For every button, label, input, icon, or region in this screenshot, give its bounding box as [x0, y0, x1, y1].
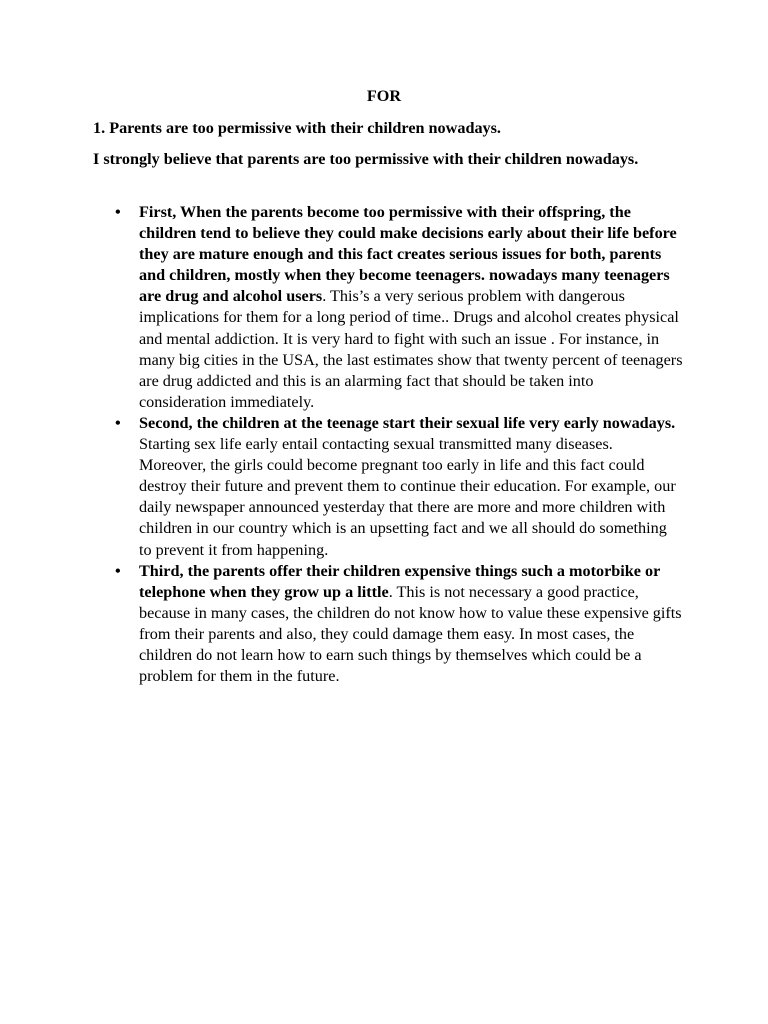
argument-body-text: . This’s a very serious problem with dangerous implications for them for a long period of time.. Drugs and alcohol creates physical and mental addiction. It is very hard to fight with such an issue . For instance, in many big cities in the USA, the last estimates show that twenty percent of teenagers are drug addicted and this is an alarming fact that should be taken into consideration immediately.	[139, 287, 683, 411]
argument-list	[93, 202, 683, 687]
document-title: FOR	[366, 87, 402, 105]
argument-item-second	[93, 413, 683, 561]
essay-heading: 1. Parents are too permissive with their children nowadays.	[93, 119, 501, 137]
bullet-icon: •	[115, 561, 121, 580]
argument-item-third	[93, 561, 683, 688]
argument-bold-text: Third, the parents offer their children expensive things such a motorbike or telephone when they grow up a little	[139, 561, 661, 601]
thesis-statement: I strongly believe that parents are too permissive with their children nowadays.	[93, 150, 639, 168]
argument-bold-text: Second, the children at the teenage start their sexual life very early nowadays.	[139, 413, 676, 432]
bullet-icon: •	[115, 413, 121, 432]
argument-item-first	[93, 202, 683, 413]
bullet-icon: •	[115, 203, 121, 221]
argument-body-text: Starting sex life early entail contacting sexual transmitted many diseases. Moreover, the girls could become pregnant too early in life and this fact could destroy their future and prevent them to continue their education. For example, our daily newspaper announced yesterday that there are more and more children with children in our country which is an upsetting fact and we all should do something to prevent it from happening.	[139, 413, 684, 559]
argument-body-text: . This is not necessary a good practice, because in many cases, the children do not know how to value these expensive gifts from their parents and also, they could damage them easy. In most cases, the children do not learn how to earn such things by themselves which could be a problem for them in the future.	[139, 582, 682, 686]
argument-bold-text: First, When the parents become too permissive with their offspring, the children tend to believe they could make decisions early about their life before they are mature enough and this fact creates serious issues for both, parents and children, mostly when they become teenagers. nowadays many teenagers are drug and alcohol users	[139, 203, 677, 306]
